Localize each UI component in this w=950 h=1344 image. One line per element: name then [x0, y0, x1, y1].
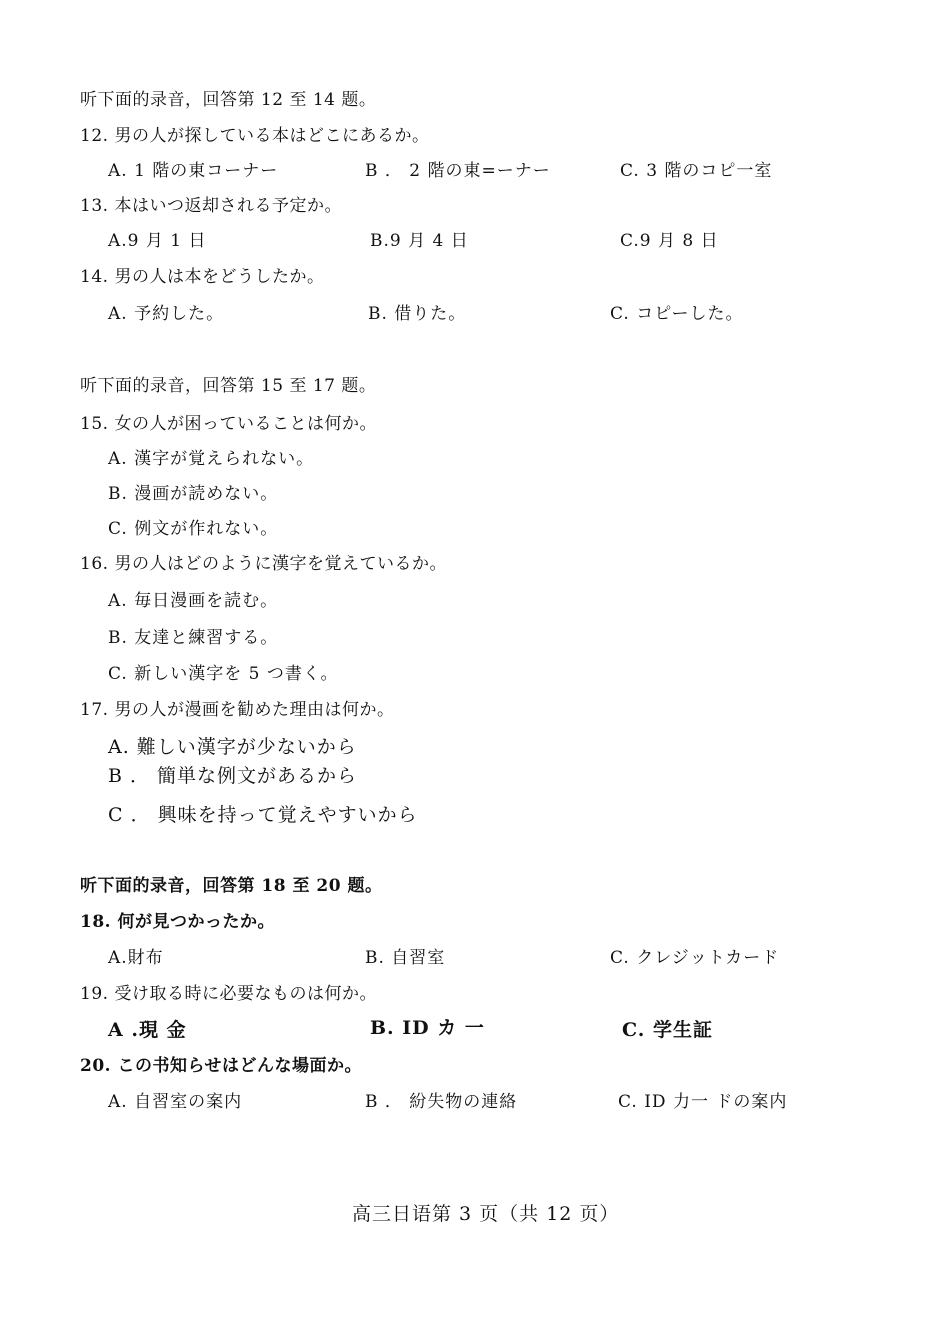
- question-stem: 12. 男の人が探している本はどこにあるか。: [80, 126, 430, 146]
- section-instruction: 听下面的录音，回答第 12 至 14 题。: [80, 90, 377, 110]
- question-stem: 15. 女の人が困っていることは何か。: [80, 414, 377, 434]
- question-stem: 14. 男の人は本をどうしたか。: [80, 267, 325, 287]
- option-b: B. 漫画が読めない。: [108, 484, 279, 504]
- option-b: B. ID カ 一: [370, 1017, 485, 1039]
- option-c: C. 新しい漢字を 5 つ書く。: [108, 664, 339, 684]
- question-stem: 13. 本はいつ返却される予定か。: [80, 196, 342, 216]
- option-a: A. 毎日漫画を読む。: [108, 591, 279, 611]
- page-footer: 高三日语第 3 页（共 12 页）: [352, 1203, 620, 1225]
- option-b: B ． 2 階の東=ーナー: [365, 161, 551, 181]
- option-a: A.9 月 1 日: [108, 231, 207, 251]
- option-c: C. コピーした。: [610, 304, 744, 324]
- option-c: C. 学生証: [622, 1019, 714, 1041]
- option-a: A. 漢字が覚えられない。: [108, 449, 315, 469]
- question-stem: 18. 何が見つかったか。: [80, 912, 275, 932]
- question-stem: 20. この书知らせはどんな場面か。: [80, 1056, 362, 1076]
- option-b: B. 友達と練習する。: [108, 628, 279, 648]
- option-b: B. 自習室: [365, 948, 446, 968]
- option-a: A. 予約した。: [108, 304, 225, 324]
- option-a: A. 1 階の東コーナー: [108, 161, 279, 181]
- question-stem: 17. 男の人が漫画を勧めた理由は何か。: [80, 700, 395, 720]
- question-stem: 16. 男の人はどのように漢字を覚えているか。: [80, 554, 447, 574]
- option-a: A. 難しい漢字が少ないから: [108, 736, 357, 758]
- option-b: B ． 紛失物の連絡: [365, 1092, 518, 1112]
- option-b: B.9 月 4 日: [370, 231, 469, 251]
- option-c: C. 3 階のコピ一室: [620, 161, 773, 181]
- section-instruction: 听下面的录音，回答第 18 至 20 题。: [80, 876, 383, 896]
- option-a: A.財布: [108, 948, 164, 968]
- option-c: C.9 月 8 日: [620, 231, 719, 251]
- option-b: B ． 簡単な例文があるから: [108, 765, 358, 787]
- option-a: A. 自習室の案内: [108, 1092, 243, 1112]
- question-stem: 19. 受け取る時に必要なものは何か。: [80, 984, 377, 1004]
- option-a: A .現 金: [108, 1019, 187, 1041]
- option-c: C. クレジットカード: [610, 948, 780, 968]
- option-b: B. 借りた。: [368, 304, 467, 324]
- option-c: C. 例文が作れない。: [108, 519, 279, 539]
- option-c: C. ID 力一 ドの案内: [618, 1092, 788, 1112]
- section-instruction: 听下面的录音，回答第 15 至 17 题。: [80, 376, 377, 396]
- option-c: C ． 興味を持って覚えやすいから: [108, 804, 418, 826]
